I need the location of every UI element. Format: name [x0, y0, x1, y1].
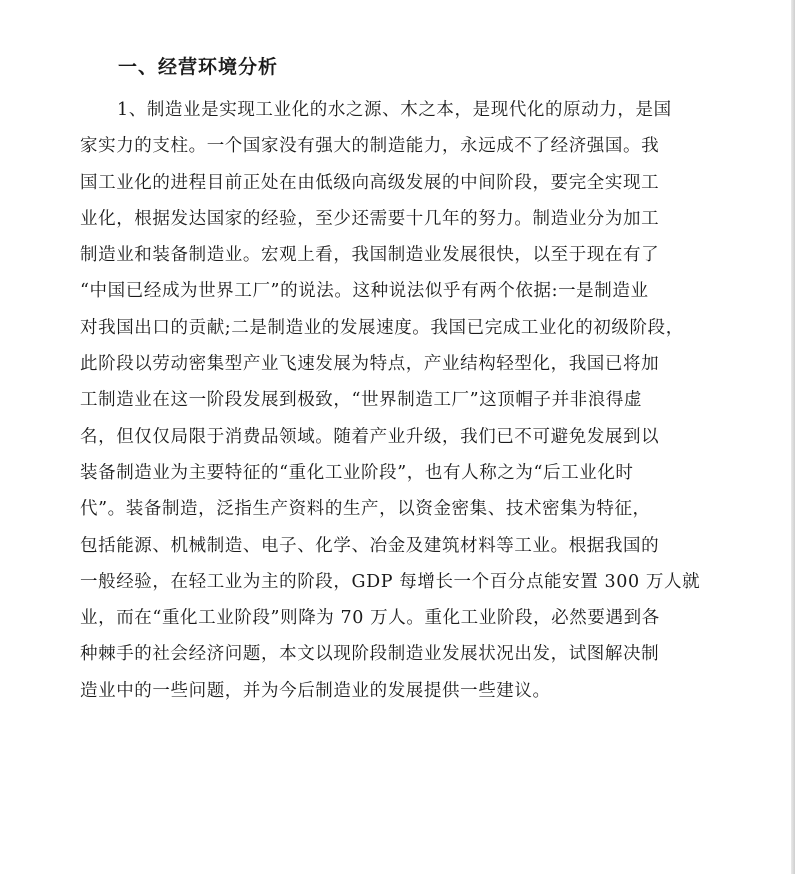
paragraph-line-8: 此阶段以劳动密集型产业飞速发展为特点，产业结构轻型化，我国已将加	[80, 354, 660, 375]
paragraph-line-17: 造业中的一些问题，并为今后制造业的发展提供一些建议。	[80, 680, 551, 701]
paragraph-line-13: 包括能源、机械制造、电子、化学、冶金及建筑材料等工业。根据我国的	[80, 535, 660, 556]
paragraph-line-5: 制造业和装备制造业。宏观上看，我国制造业发展很快，以至于现在有了	[80, 245, 660, 266]
paragraph-line-3: 国工业化的进程目前正处在由低级向高级发展的中间阶段，要完全实现工	[80, 172, 660, 193]
paragraph-line-1: 1、制造业是实现工业化的水之源、木之本，是现代化的原动力，是国	[117, 100, 672, 120]
page-edge-shadow	[791, 0, 795, 874]
paragraph-line-16: 种棘手的社会经济问题，本文以现阶段制造业发展状况出发，试图解决制	[80, 644, 660, 665]
paragraph-line-15: 业，而在“重化工业阶段”则降为 70 万人。重化工业阶段，必然要遇到各	[80, 608, 660, 629]
paragraph-line-10: 名，但仅仅局限于消费品领域。随着产业升级，我们已不可避免发展到以	[80, 426, 660, 447]
paragraph-line-7: 对我国出口的贡献;二是制造业的发展速度。我国已完成工业化的初级阶段，	[80, 317, 684, 338]
paragraph-line-12: 代”。装备制造，泛指生产资料的生产，以资金密集、技术密集为特征，	[80, 499, 651, 520]
paragraph-line-14: 一般经验，在轻工业为主的阶段，GDP 每增长一个百分点能安置 300 万人就	[80, 571, 701, 592]
paragraph-line-2: 家实力的支柱。一个国家没有强大的制造能力，永远成不了经济强国。我	[80, 136, 660, 157]
paragraph-line-6: “中国已经成为世界工厂”的说法。这种说法似乎有两个依据:一是制造业	[80, 281, 649, 302]
cropped-title-remnant	[270, 0, 530, 6]
paragraph-line-4: 业化，根据发达国家的经验，至少还需要十几年的努力。制造业分为加工	[80, 208, 660, 229]
paragraph-body	[80, 92, 730, 709]
paragraph-line-11: 装备制造业为主要特征的“重化工业阶段”，也有人称之为“后工业化时	[80, 462, 634, 483]
section-heading: 一、经营环境分析	[118, 56, 279, 78]
paragraph-line-9: 工制造业在这一阶段发展到极致，“世界制造工厂”这顶帽子并非浪得虚	[80, 390, 643, 411]
